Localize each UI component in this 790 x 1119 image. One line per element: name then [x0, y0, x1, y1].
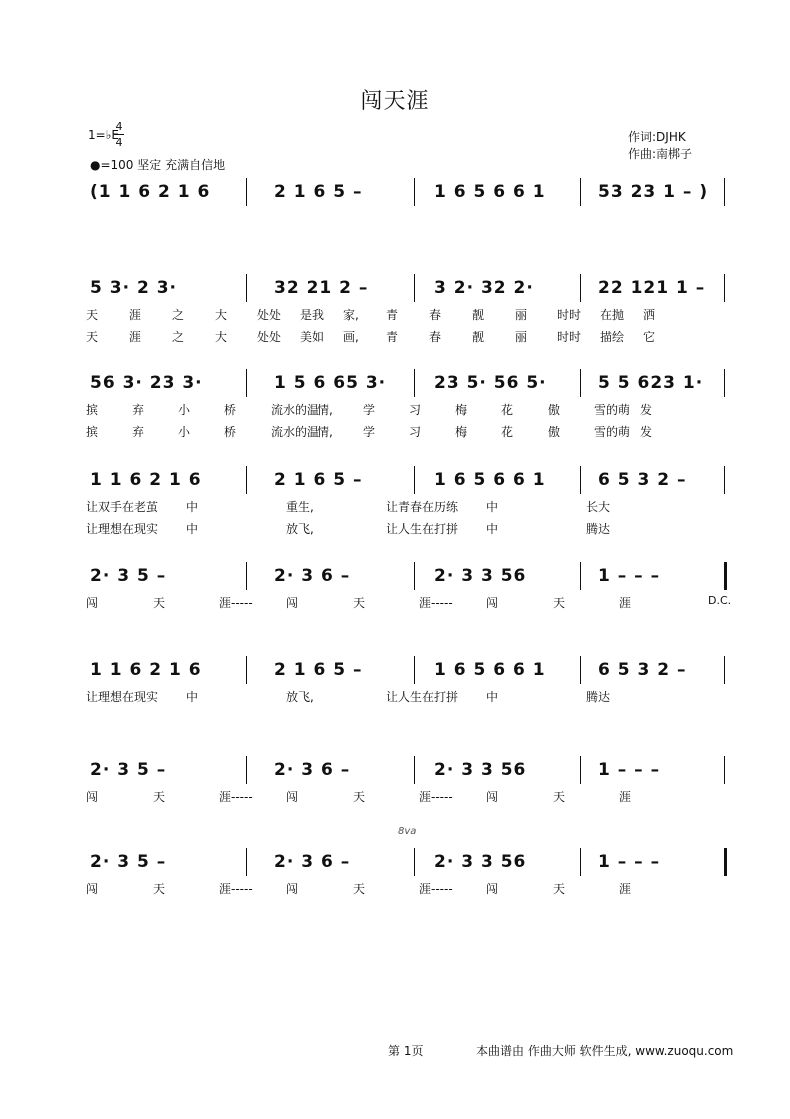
- lyric-word: 天: [153, 790, 166, 804]
- barline: [580, 756, 581, 784]
- lyric-word: 长大: [586, 500, 611, 514]
- lyric-word: 雪的萌: [594, 425, 631, 439]
- lyric-word: 傲: [548, 403, 561, 417]
- lyric-word: 大: [215, 330, 228, 344]
- score-system: [84, 660, 730, 746]
- lyric-word: 天: [553, 596, 566, 610]
- lyric-word: 花: [501, 425, 514, 439]
- score-system: [84, 182, 730, 268]
- barline: [580, 274, 581, 302]
- measure: 3 2· 32 2·: [434, 278, 534, 298]
- lyric-word: 放飞,: [286, 522, 314, 536]
- measure: (1 1 6 2 1 6: [90, 182, 211, 202]
- barline: [246, 369, 247, 397]
- lyrics-line: [84, 520, 730, 536]
- lyric-word: 闯: [286, 882, 299, 896]
- measure: 1 6 5 6 6 1: [434, 470, 546, 490]
- lyric-word: 流水的温: [271, 425, 320, 439]
- barline: [414, 274, 415, 302]
- notes-row: [84, 852, 730, 878]
- lyric-word: 大: [215, 308, 228, 322]
- measure: 2· 3 3 56: [434, 566, 527, 586]
- barline: [724, 656, 725, 684]
- measure: 1 – – –: [598, 760, 661, 780]
- lyric-word: 放飞,: [286, 690, 314, 704]
- measure: 23 5· 56 5·: [434, 373, 547, 393]
- lyric-word: 青: [386, 330, 399, 344]
- lyric-word: 春: [429, 308, 442, 322]
- lyric-word: 涯: [129, 308, 142, 322]
- ottava-mark: 8va: [398, 826, 417, 837]
- barline: [580, 369, 581, 397]
- lyric-word: 之: [172, 308, 185, 322]
- lyric-word: 闯: [86, 790, 99, 804]
- score-system: [84, 470, 730, 556]
- lyric-word: 天: [86, 308, 99, 322]
- lyric-word: 闯: [486, 790, 499, 804]
- lyric-word: 腾达: [586, 522, 611, 536]
- lyric-word: 中: [486, 522, 499, 536]
- barline: [580, 562, 581, 590]
- lyrics-line: [84, 688, 730, 704]
- lyric-word: 天: [153, 596, 166, 610]
- lyric-word: 靓: [472, 308, 485, 322]
- lyric-word: 春: [429, 330, 442, 344]
- lyric-word: 闯: [486, 596, 499, 610]
- lyric-word: 让人生在打拼: [386, 522, 459, 536]
- lyric-word: 梅: [455, 425, 468, 439]
- barline: [246, 656, 247, 684]
- notes-row: [84, 182, 730, 208]
- barline: [580, 178, 581, 206]
- lyrics-line: [84, 401, 730, 417]
- lyric-word: 中: [186, 500, 199, 514]
- measure: 5 3· 2 3·: [90, 278, 177, 298]
- lyric-word: 涯-----: [219, 596, 253, 610]
- lyric-word: 靓: [472, 330, 485, 344]
- lyrics-line: [84, 788, 730, 804]
- barline: [724, 466, 725, 494]
- barline: [724, 274, 725, 302]
- measure: 2· 3 5 –: [90, 852, 167, 872]
- lyric-word: 闯: [286, 790, 299, 804]
- lyric-word: 习: [409, 425, 422, 439]
- lyric-word: 涯-----: [419, 596, 453, 610]
- measure: 22 121 1 –: [598, 278, 706, 298]
- lyric-word: 让青春在历练: [386, 500, 459, 514]
- lyrics-line: [84, 423, 730, 439]
- score-system: [84, 373, 730, 459]
- lyric-word: 情,: [317, 403, 333, 417]
- measure: 2 1 6 5 –: [274, 660, 363, 680]
- lyric-word: 让双手在老茧: [86, 500, 159, 514]
- generator-credit: 本曲谱由 作曲大师 软件生成, www.zuoqu.com: [476, 1044, 734, 1058]
- barline: [580, 466, 581, 494]
- lyric-word: 小: [178, 425, 191, 439]
- lyric-word: 发: [640, 425, 653, 439]
- measure: 5 5 623 1·: [598, 373, 704, 393]
- lyric-word: 它: [643, 330, 656, 344]
- measure: 6 5 3 2 –: [598, 660, 687, 680]
- flat-sign: ♭: [105, 128, 112, 142]
- measure: 53 23 1 – ): [598, 182, 709, 202]
- lyric-word: 流水的温: [271, 403, 320, 417]
- measure: 2· 3 3 56: [434, 852, 527, 872]
- lyric-word: 闯: [86, 596, 99, 610]
- lyric-word: 学: [363, 425, 376, 439]
- lyric-word: 小: [178, 403, 191, 417]
- score-system: [84, 278, 730, 364]
- page-number: 第 1页: [388, 1044, 424, 1058]
- lyric-word: 腾达: [586, 690, 611, 704]
- lyric-word: 中: [486, 690, 499, 704]
- notes-row: [84, 660, 730, 686]
- lyric-word: 在抛: [600, 308, 625, 322]
- lyric-word: 梅: [455, 403, 468, 417]
- lyric-word: 天: [86, 330, 99, 344]
- lyric-word: 傲: [548, 425, 561, 439]
- lyric-word: 闯: [86, 882, 99, 896]
- measure: 2 1 6 5 –: [274, 182, 363, 202]
- barline: [724, 178, 725, 206]
- lyric-word: 发: [640, 403, 653, 417]
- lyric-word: 丽: [515, 330, 528, 344]
- barline: [246, 756, 247, 784]
- lyric-word: 天: [353, 790, 366, 804]
- measure: 1 – – –: [598, 852, 661, 872]
- lyric-word: 时时: [557, 330, 582, 344]
- lyric-word: 弃: [132, 403, 145, 417]
- lyric-word: 闯: [486, 882, 499, 896]
- lyric-word: 习: [409, 403, 422, 417]
- lyric-word: 天: [353, 596, 366, 610]
- measure: 2· 3 5 –: [90, 760, 167, 780]
- lyrics-line: [84, 306, 730, 322]
- time-unit: 4: [115, 136, 123, 149]
- score-system: [84, 566, 730, 652]
- barline: [580, 656, 581, 684]
- lyric-word: 雪的萌: [594, 403, 631, 417]
- lyric-word: 重生,: [286, 500, 314, 514]
- measure: 32 21 2 –: [274, 278, 369, 298]
- measure: 1 1 6 2 1 6: [90, 660, 202, 680]
- barline: [414, 369, 415, 397]
- half-note-icon: ●: [90, 158, 101, 172]
- lyric-word: 美如: [300, 330, 325, 344]
- lyric-word: 让理想在现实: [86, 522, 159, 536]
- barline: [414, 656, 415, 684]
- notes-row: [84, 760, 730, 786]
- lyric-word: 青: [386, 308, 399, 322]
- tempo-marking: [90, 156, 225, 173]
- measure: 1 6 5 6 6 1: [434, 182, 546, 202]
- lyric-word: 涯: [619, 790, 632, 804]
- lyrics-line: [84, 498, 730, 514]
- lyric-word: 中: [486, 500, 499, 514]
- lyric-word: 涯-----: [219, 882, 253, 896]
- lyric-word: 天: [353, 882, 366, 896]
- measure: 1 5 6 65 3·: [274, 373, 387, 393]
- lyric-word: 洒: [643, 308, 656, 322]
- measure: 6 5 3 2 –: [598, 470, 687, 490]
- tempo-text: =100 坚定 充满自信地: [100, 158, 226, 172]
- lyric-word: 天: [553, 882, 566, 896]
- lyric-word: 花: [501, 403, 514, 417]
- barline: [414, 466, 415, 494]
- lyric-word: 摈: [86, 425, 99, 439]
- barline: [724, 369, 725, 397]
- measure: 1 6 5 6 6 1: [434, 660, 546, 680]
- lyric-word: 情,: [317, 425, 333, 439]
- lyric-word: 之: [172, 330, 185, 344]
- lyric-word: 桥: [224, 403, 237, 417]
- barline: [414, 562, 415, 590]
- barline: [246, 178, 247, 206]
- lyric-word: 丽: [515, 308, 528, 322]
- lyric-word: 描绘: [600, 330, 625, 344]
- barline: [246, 562, 247, 590]
- measure: 2· 3 3 56: [434, 760, 527, 780]
- lyric-word: 天: [153, 882, 166, 896]
- lyrics-line: [84, 328, 730, 344]
- barline: [246, 274, 247, 302]
- notes-row: [84, 566, 730, 592]
- barline: [414, 178, 415, 206]
- lyric-word: 处处: [257, 308, 282, 322]
- lyric-word: 涯: [129, 330, 142, 344]
- measure: 56 3· 23 3·: [90, 373, 203, 393]
- lyric-word: 画,: [343, 330, 359, 344]
- measure: 2· 3 6 –: [274, 566, 351, 586]
- lyric-word: 家,: [343, 308, 359, 322]
- lyric-word: 闯: [286, 596, 299, 610]
- lyrics-line: [84, 880, 730, 896]
- lyric-word: 学: [363, 403, 376, 417]
- lyric-word: 处处: [257, 330, 282, 344]
- score-system: [84, 852, 730, 938]
- measure: 2· 3 6 –: [274, 760, 351, 780]
- lyric-word: 弃: [132, 425, 145, 439]
- score-title: 闯天涯: [360, 89, 430, 114]
- lyric-word: 摈: [86, 403, 99, 417]
- measure: 1 1 6 2 1 6: [90, 470, 202, 490]
- key-prefix: 1=: [88, 128, 106, 142]
- final-barline: [724, 848, 727, 876]
- barline: [414, 756, 415, 784]
- measure: 2· 3 5 –: [90, 566, 167, 586]
- lyric-word: 天: [553, 790, 566, 804]
- composer: 作曲:南梆子: [628, 147, 693, 161]
- lyrics-line: [84, 594, 730, 610]
- lyric-word: 让人生在打拼: [386, 690, 459, 704]
- lyric-word: 中: [186, 522, 199, 536]
- lyricist: 作词:DJHK: [628, 130, 686, 144]
- barline: [724, 756, 725, 784]
- lyric-word: 涯-----: [419, 882, 453, 896]
- notes-row: [84, 373, 730, 399]
- measure: 2 1 6 5 –: [274, 470, 363, 490]
- lyric-word: 涯: [619, 882, 632, 896]
- barline: [246, 848, 247, 876]
- notes-row: [84, 278, 730, 304]
- measure: 2· 3 6 –: [274, 852, 351, 872]
- barline: [580, 848, 581, 876]
- barline: [414, 848, 415, 876]
- lyric-word: 涯-----: [219, 790, 253, 804]
- lyric-word: 是我: [300, 308, 325, 322]
- time-beats: 4: [115, 120, 123, 133]
- da-capo-mark: D.C.: [708, 594, 732, 607]
- lyric-word: 中: [186, 690, 199, 704]
- measure: 1 – – –: [598, 566, 661, 586]
- notes-row: [84, 470, 730, 496]
- lyric-word: 时时: [557, 308, 582, 322]
- lyric-word: 让理想在现实: [86, 690, 159, 704]
- final-barline: [724, 562, 727, 590]
- barline: [246, 466, 247, 494]
- time-signature: [112, 120, 126, 149]
- lyric-word: 桥: [224, 425, 237, 439]
- lyric-word: 涯-----: [419, 790, 453, 804]
- lyric-word: 涯: [619, 596, 632, 610]
- key-letter: E: [111, 128, 119, 142]
